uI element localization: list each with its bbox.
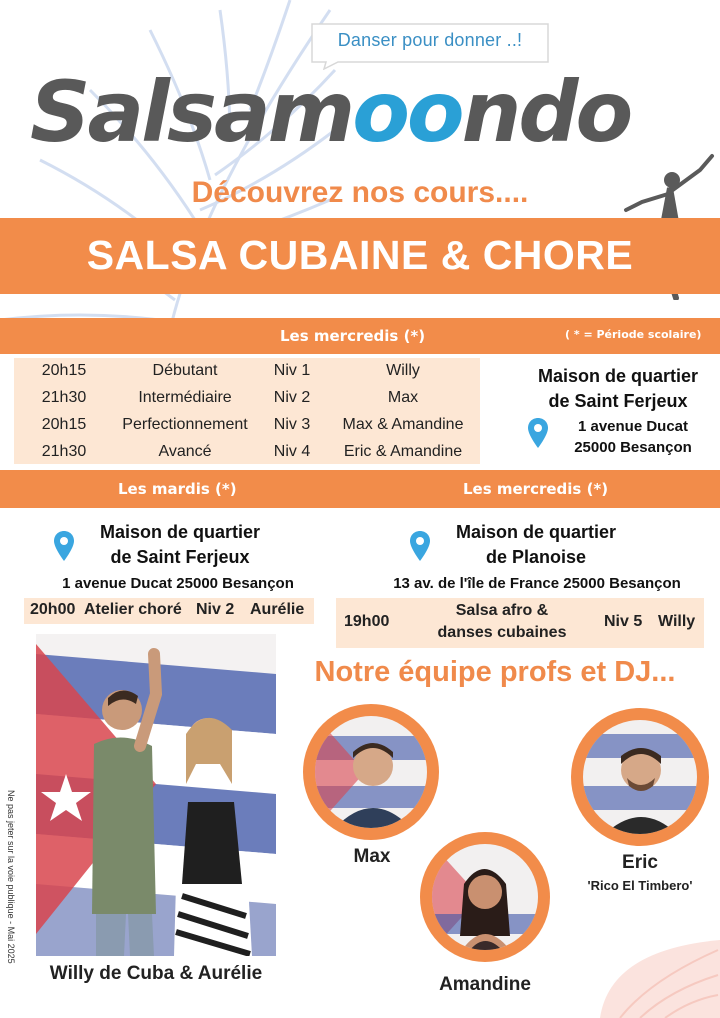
eric-nickname: 'Rico El Timbero' <box>587 878 693 893</box>
salsamoondo-logo: Salsamoondo <box>30 63 631 161</box>
wednesday-label-2: Les mercredis (*) <box>463 480 609 498</box>
name-eric: Eric <box>622 852 658 873</box>
avatar-max <box>303 704 439 840</box>
schedule-row: 21h30 Intermédiaire Niv 2 Max <box>41 389 419 406</box>
wednesday-label: Les mercredis (*) <box>280 327 426 345</box>
school-period-note: ( * = Période scolaire) <box>565 328 702 341</box>
avatar-eric <box>571 708 709 846</box>
venue-address: 1 avenue Ducat 25000 Besançon <box>574 418 692 456</box>
location-pin-icon <box>528 418 548 448</box>
schedule-row: 21h30 Avancé Niv 4 Eric & Amandine <box>41 443 463 460</box>
name-amandine: Amandine <box>439 974 531 995</box>
venue-saint-ferjeux: Maison de quartier de Saint Ferjeux <box>537 366 699 411</box>
schedule-row: 20h15 Perfectionnement Niv 3 Max & Amandine <box>41 416 464 433</box>
discover-heading: Découvrez nos cours.... <box>191 176 529 209</box>
side-note: Ne pas jeter sur la voie publique - Mai 2025 <box>6 790 16 964</box>
photo-caption: Willy de Cuba & Aurélie <box>49 963 263 984</box>
name-max: Max <box>353 846 391 867</box>
main-title: SALSA CUBAINE & CHORE <box>86 232 634 278</box>
avatar-amandine <box>420 832 550 962</box>
leaf-decoration <box>590 930 720 1018</box>
venue-address-2: 1 avenue Ducat 25000 Besançon <box>62 575 294 592</box>
tagline: Danser pour donner ..! <box>337 30 523 50</box>
venue-planoise: Maison de quartier de Planoise <box>455 522 617 567</box>
location-pin-icon <box>54 531 74 561</box>
venue-address-3: 13 av. de l'île de France 25000 Besançon <box>393 575 681 592</box>
schedule-row: 20h15 Débutant Niv 1 Willy <box>41 362 420 379</box>
venue-saint-ferjeux-2: Maison de quartier de Saint Ferjeux <box>99 522 261 567</box>
photo-willy-aurelie <box>36 634 276 956</box>
tuesday-wednesday-band <box>0 470 720 508</box>
location-pin-icon <box>410 531 430 561</box>
atelier-row: 20h00 Atelier choré Niv 2 Aurélie <box>24 598 314 624</box>
team-heading: Notre équipe profs et DJ... <box>314 656 676 688</box>
salsa-afro-row: 19h00 Salsa afro & danses cubaines Niv 5 Willy <box>336 598 704 648</box>
tuesday-label: Les mardis (*) <box>118 480 237 498</box>
